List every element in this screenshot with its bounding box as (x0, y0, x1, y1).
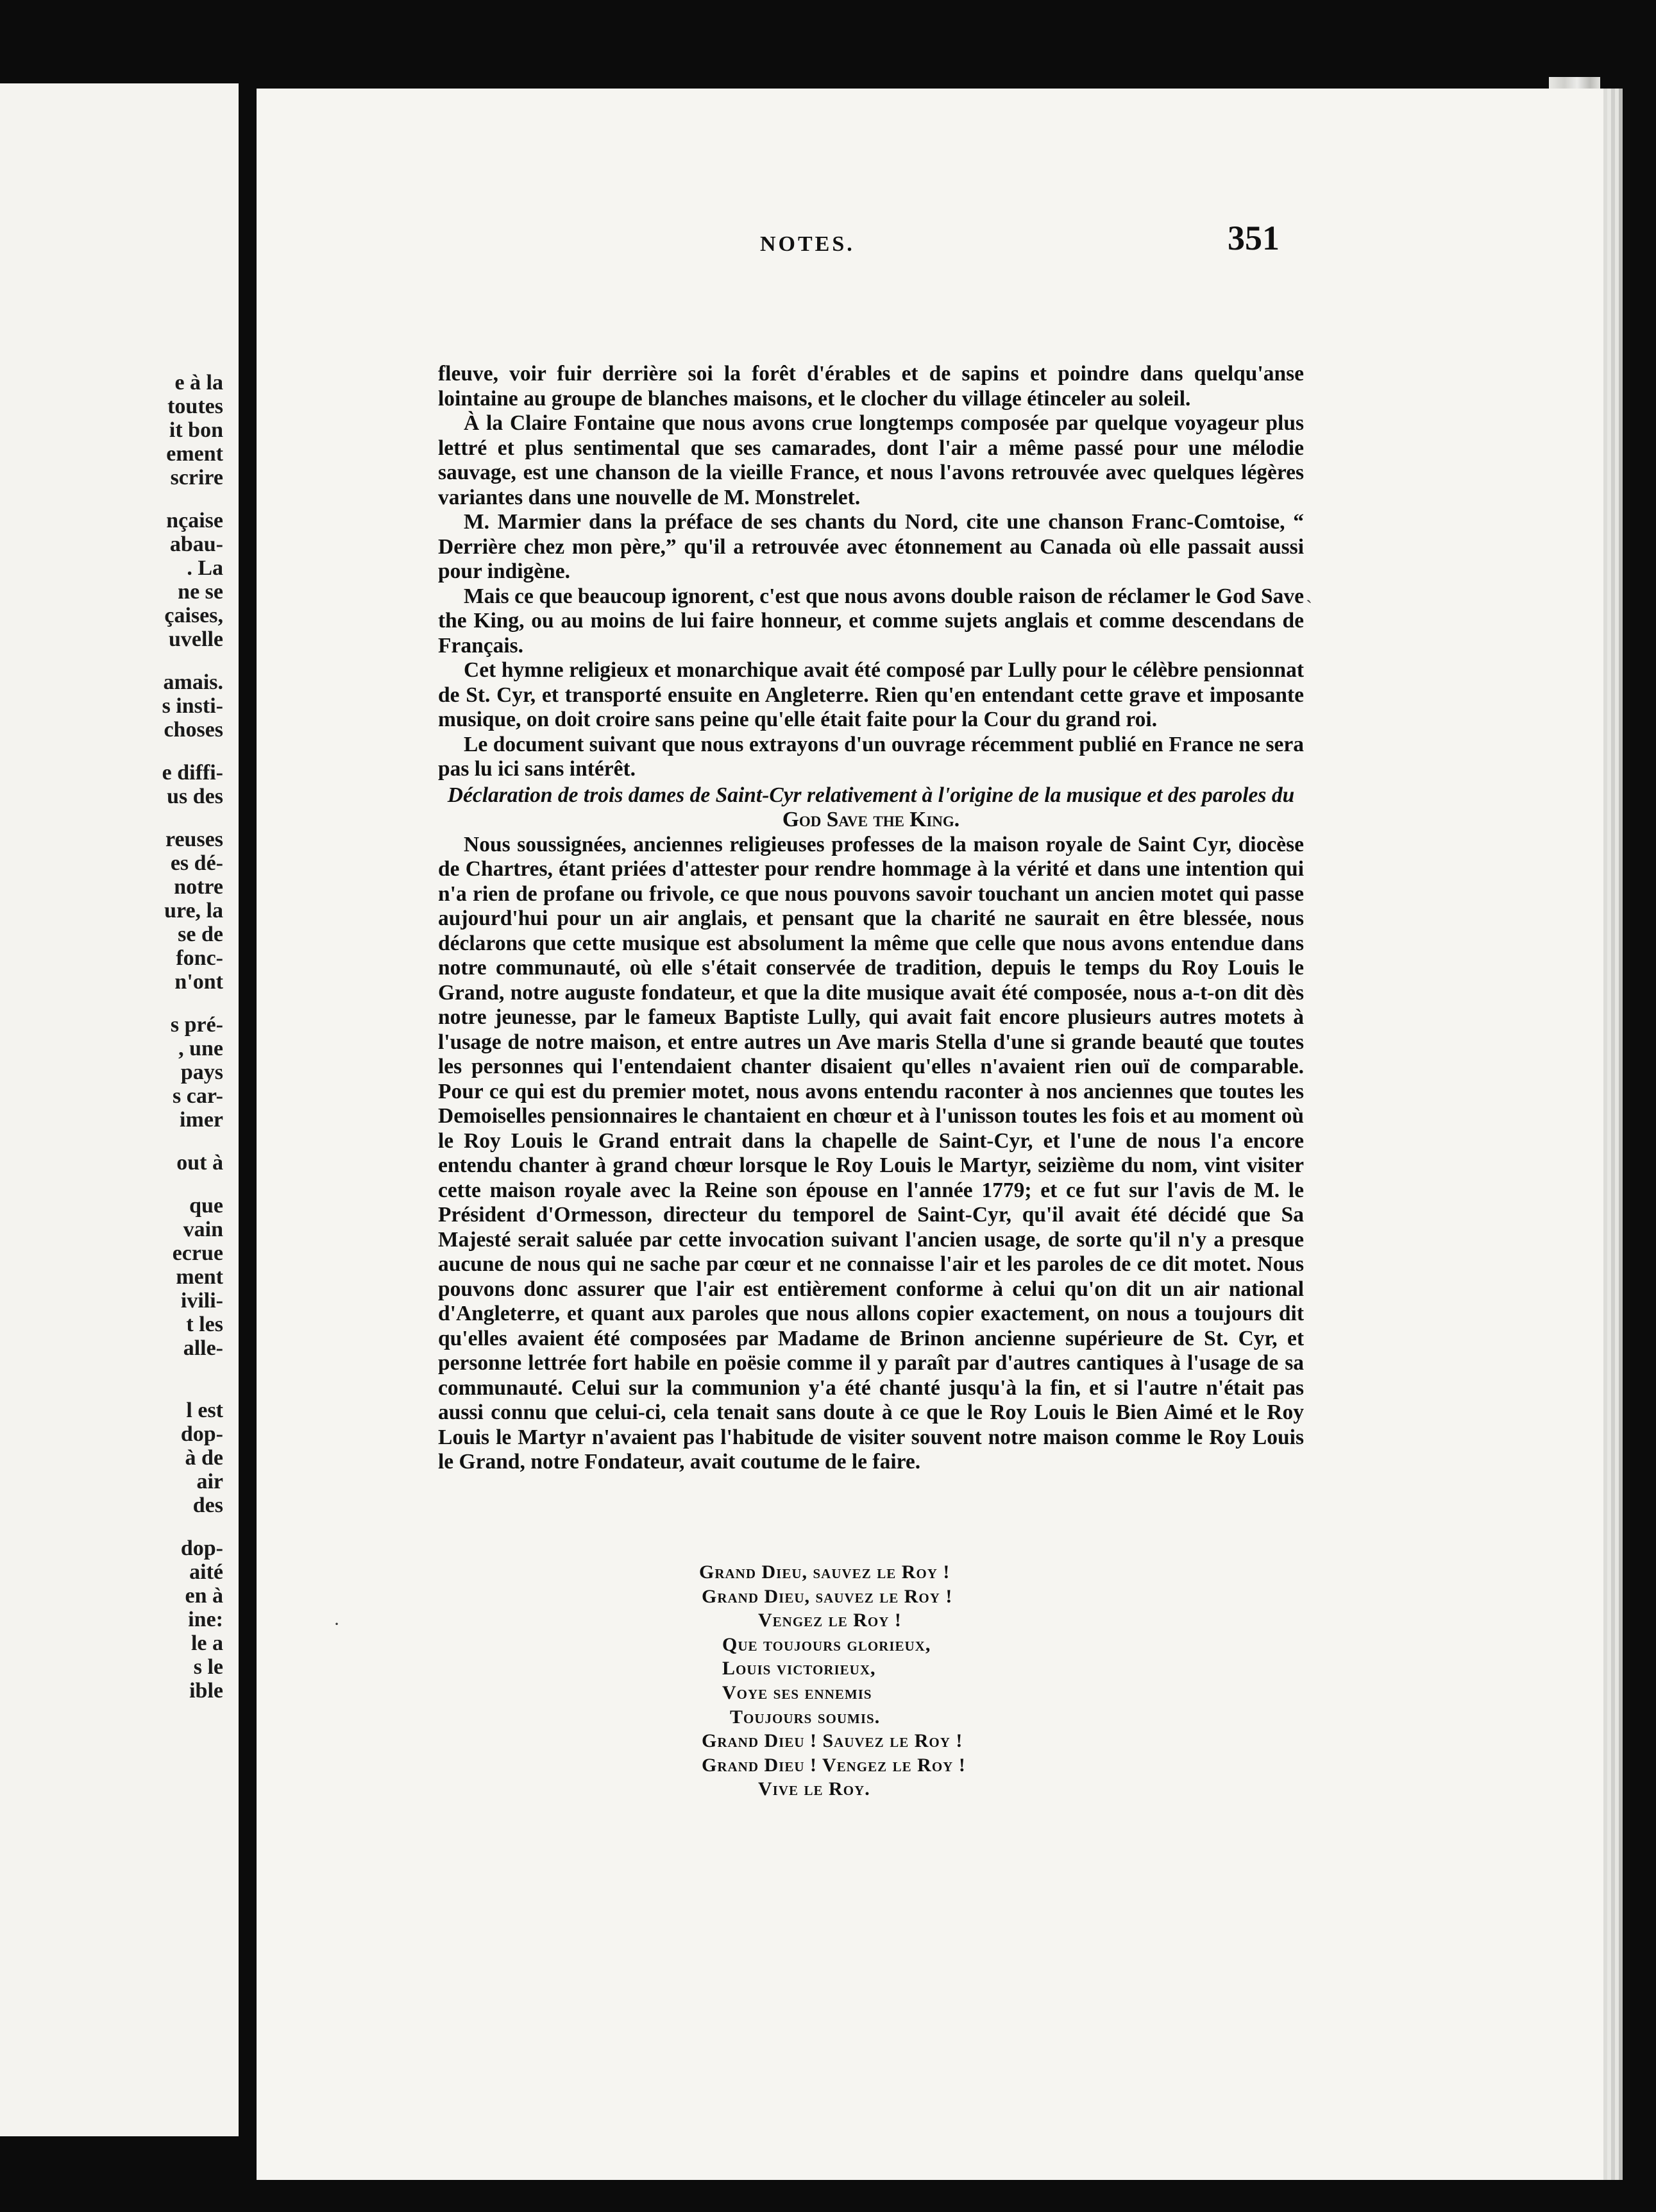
facing-page-line: e diffi- (162, 761, 223, 785)
facing-page-fragment (0, 83, 239, 2136)
facing-page-line: . La (187, 556, 223, 580)
facing-page-line: le a (190, 1631, 223, 1655)
facing-page-line: en à (185, 1584, 223, 1608)
facing-page-line: alle- (183, 1336, 223, 1360)
facing-page-line: aité (189, 1560, 223, 1584)
verse-line: Louis victorieux, (722, 1658, 876, 1680)
facing-page-line: ment (176, 1265, 223, 1289)
facing-page-line: s pré- (170, 1013, 223, 1037)
facing-page-line: t les (186, 1313, 223, 1336)
caption-italic: Déclaration de trois dames de Saint-Cyr relativement à l'origine de la musique et des paroles du (447, 783, 1295, 807)
facing-page-line: dop- (180, 1422, 223, 1446)
facing-page-line: air (196, 1470, 223, 1493)
paragraph: Mais ce que beaucoup ignorent, c'est que nous avons double raison de réclamer le God Save the King, ou au moins de lui faire honneur, et comme sujets anglais et comme descendans de Français. (438, 584, 1304, 658)
verse-line: Grand Dieu, sauvez le Roy ! (702, 1585, 953, 1607)
facing-page-line: notre (174, 875, 223, 899)
facing-page-line: se de (178, 923, 223, 946)
facing-page-line: imer (180, 1108, 223, 1132)
page-header-title: NOTES. (760, 232, 855, 256)
ink-speck: · (334, 1613, 340, 1635)
declaration-text: Nous soussignées, anciennes religieuses professes de la maison royale de Saint Cyr, diocèse de Chartres, étant priées d'attester pour rendre hommage à la vérité et dans une intention qui n'a rien de profane ou frivole, ce que nous pouvons savoir touchant un ancien motet qui passe aujourd'hui pour un air anglais, et pensant que la charité ne saurait en être blessée, nous déclarons que cette musique est absolument la même que celle que nous avons entendue dans notre communauté, où elle s'était conservée de tradition, depuis le temps du Roy Louis le Grand, notre auguste fondateur, et que la dite musique avait été composée, nous a-t-on dit dès notre jeunesse, par le fameux Baptiste Lully, qui avait fait encore plusieurs autres motets à l'usage de notre maison, et entre autres un Ave maris Stella d'une si grande beauté que toutes les personnes qui l'entendaient chanter disaient qu'elles n'avaient rien ouï de comparable. Pour ce qui est du premier motet, nous avons entendu raconter à nos anciennes que toutes les Demoiselles pensionnaires le chantaient en chœur et à l'unisson toutes les fois et au moment où le Roy Louis le Grand entrait dans la chapelle de Saint-Cyr, et l'une de nous l'a encore entendu chanter à grand chœur lorsque le Roy Louis le Martyr, seizième du nom, vint visiter cette maison royale avec la Reine son épouse en l'année 1779; et ce fut sur l'avis de M. le Président d'Ormesson, directeur du temporel de Saint-Cyr, qu'il avait été décidé que Sa Majesté serait saluée par cette invocation suivant l'ancien usage, de sorte qu'il n'y a presque aucune de nous qui ne sache par cœur et ne connaisse l'air et les paroles de ce dit motet. Nous pouvons donc assurer que l'air est entièrement conforme à celui qu'on dit un air national d'Angleterre, et quant aux paroles que nous allons copier exactement, on nous a toujours dit qu'elles avaient été composées par Madame de Brinon ancienne supérieure de St. Cyr, et personne lettrée fort habile en poësie comme il y paraît par d'autres cantiques à l'usage de sa communauté. Celui sur la communion y'a été chanté jusqu'à la fin, et si l'autre n'était pas aussi connu que celui-ci, cela tenait sans doute à ce que le Roy Louis le Bien Aimé et le Roy Louis le Martyr n'avaient pas l'habitude de visiter souvent notre maison comme le Roy Louis le Grand, notre Fondateur, avait coutume de le faire. (438, 832, 1304, 1474)
facing-page-line: amais. (163, 670, 223, 694)
paragraph: Cet hymne religieux et monarchique avait été composé par Lully pour le célèbre pensionnat de St. Cyr, et transporté ensuite en Angleterre. Rien qu'en entendant cette grave et imposante musique, on doit croire sans peine qu'elle était faite pour la Cour du grand roi. (438, 658, 1304, 731)
verse-line: Toujours soumis. (730, 1706, 881, 1728)
verse-line: Vengez le Roy ! (758, 1610, 902, 1631)
facing-page-line: n'ont (174, 970, 223, 994)
facing-page-line: it bon (169, 418, 223, 442)
facing-page-line: fonc- (176, 946, 223, 970)
facing-page-line: choses (164, 718, 223, 742)
facing-page-line: ivili- (180, 1289, 223, 1313)
verse-line: Vive le Roy. (758, 1778, 870, 1800)
facing-page-line: out à (176, 1151, 223, 1175)
verse-line: Grand Dieu ! Sauvez le Roy ! (702, 1730, 963, 1752)
facing-page-line: s car- (173, 1084, 223, 1108)
caption-title: God Save the King. (782, 808, 960, 831)
running-head (439, 218, 1292, 263)
facing-page-line: dop- (180, 1536, 223, 1560)
facing-page-line: ement (166, 442, 223, 466)
verse-line: Grand Dieu ! Vengez le Roy ! (702, 1754, 966, 1776)
facing-page-line: çaises, (164, 604, 223, 627)
facing-page-line: l est (186, 1399, 223, 1422)
facing-page-line: reuses (165, 828, 223, 851)
verse-line: Grand Dieu, sauvez le Roy ! (699, 1561, 951, 1583)
paragraph: M. Marmier dans la préface de ses chants du Nord, cite une chanson Franc-Comtoise, “ Derrière chez mon père,” qu'il a retrouvée avec étonnement au Canada où elle passait aussi pour indigène. (438, 510, 1304, 583)
paragraph: Le document suivant que nous extrayons d'un ouvrage récemment publié en France ne sera pas lu ici sans intérêt. (438, 732, 1304, 781)
facing-page-line: toutes (167, 395, 223, 418)
facing-page-line: des (192, 1493, 223, 1517)
facing-page-line: à de (185, 1446, 223, 1470)
facing-page-line: ne se (178, 580, 223, 604)
facing-page-line: uvelle (169, 627, 223, 651)
page-body (438, 362, 1304, 1475)
facing-page-line: nçaise (166, 509, 223, 532)
facing-page-line: ible (189, 1679, 223, 1703)
facing-page-line: s insti- (162, 694, 223, 718)
facing-page-line: s le (193, 1655, 223, 1679)
page-number: 351 (1228, 219, 1280, 257)
facing-page-line: ure, la (164, 899, 223, 923)
facing-page-line: que (189, 1194, 223, 1218)
facing-page-line: scrire (170, 466, 223, 489)
paragraph: fleuve, voir fuir derrière soi la forêt d'érables et de sapins et poindre dans quelqu'anse lointaine au groupe de blanches maisons, et le clocher du village étinceler au soleil. (438, 362, 1304, 411)
facing-page-line: us des (167, 785, 223, 808)
verse-line: Voye ses ennemis (722, 1681, 872, 1703)
facing-page-line: e à la (174, 371, 223, 395)
facing-page-line: , une (178, 1037, 223, 1060)
facing-page-line: abau- (169, 532, 223, 556)
anthem-verse (699, 1560, 966, 1801)
declaration-caption (438, 783, 1304, 833)
facing-page-line: vain (183, 1218, 223, 1241)
facing-page-line: es dé- (170, 851, 223, 875)
paragraph: À la Claire Fontaine que nous avons crue longtemps composée par quelque voyageur plus lettré et plus sentimental que ses camarades, dont l'air a même passé pour une mélodie sauvage, est une chanson de la vieille France, et nous l'avons retrouvée avec quelques légères variantes dans une nouvelle de M. Monstrelet. (438, 411, 1304, 509)
ink-speck: ˋ (1306, 597, 1312, 618)
facing-page-line: ine: (188, 1608, 223, 1631)
verse-line: Que toujours glorieux, (722, 1633, 931, 1655)
facing-page-line: pays (180, 1060, 223, 1084)
facing-page-line: ecrue (172, 1241, 223, 1265)
